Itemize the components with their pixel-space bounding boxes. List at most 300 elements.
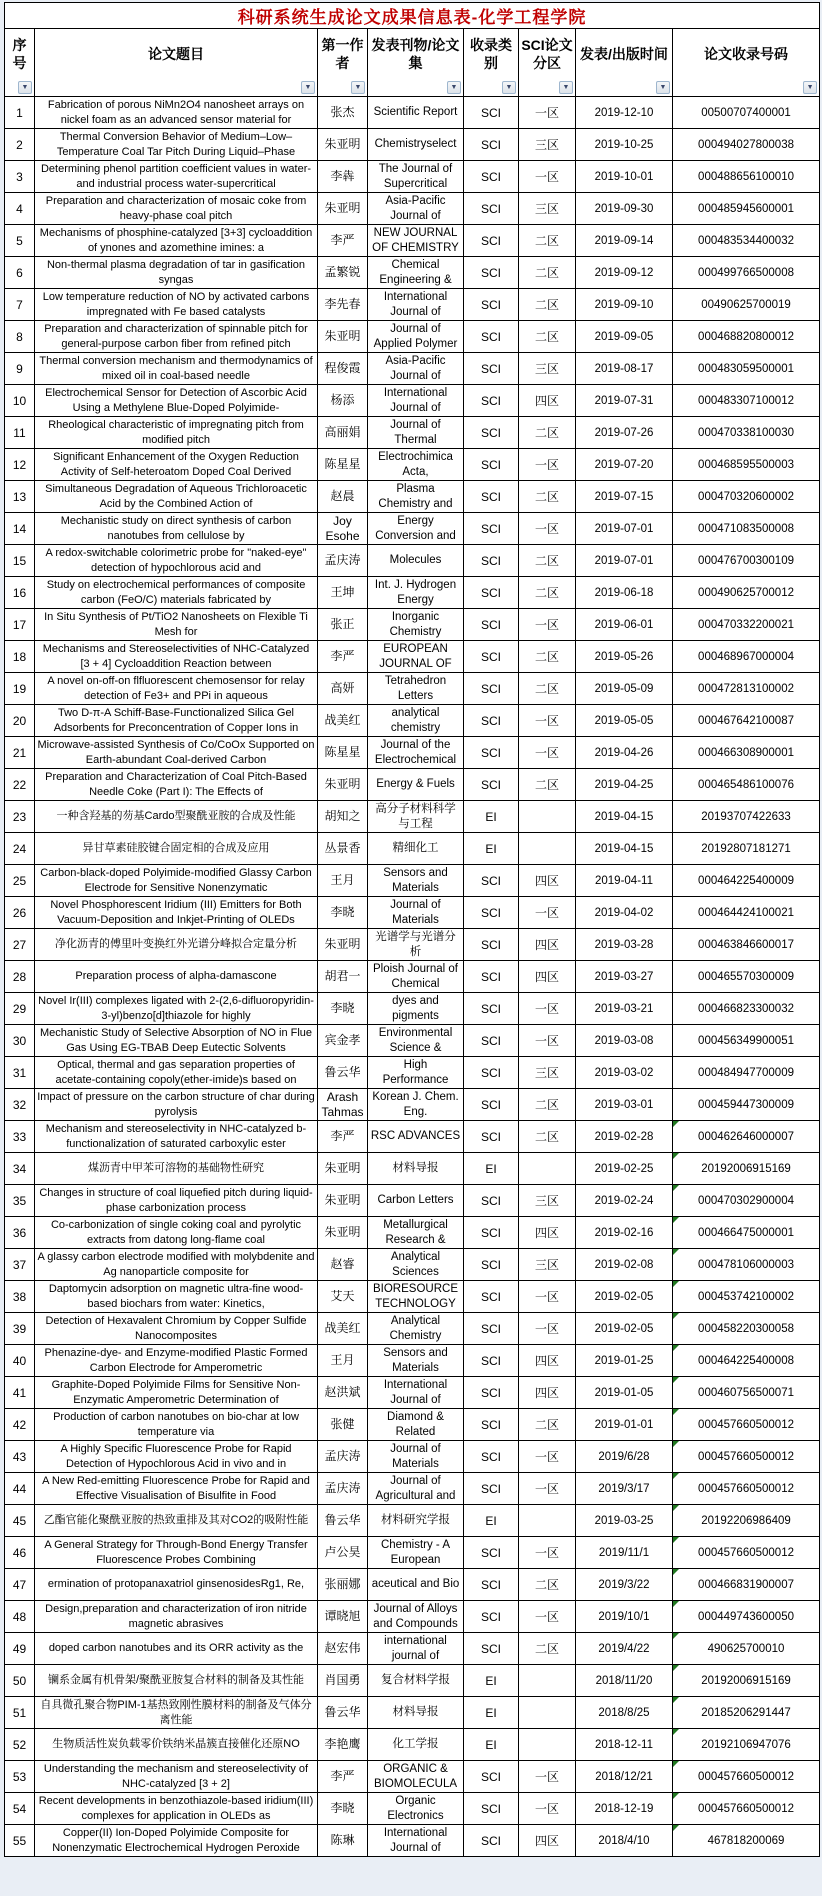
code-cell[interactable] [673,1249,820,1281]
journal-cell[interactable]: 光谱学与光谱分析 [368,929,464,961]
category-cell[interactable]: SCI [464,1825,519,1857]
author-cell[interactable]: 陈星星 [318,449,368,481]
date-cell[interactable]: 2019/6/28 [576,1441,673,1473]
seq-cell[interactable]: 39 [5,1313,35,1345]
author-cell[interactable]: 赵宏伟 [318,1633,368,1665]
title-cell[interactable]: ermination of protopanaxatriol ginsenosidesRg1, Re, [35,1569,318,1601]
sci-zone-cell[interactable]: 二区 [519,1089,576,1121]
author-cell[interactable]: 艾天 [318,1281,368,1313]
sci-zone-cell[interactable]: 一区 [519,1601,576,1633]
seq-cell[interactable]: 54 [5,1793,35,1825]
title-cell[interactable]: 镧系金属有机骨架/聚酰亚胺复合材料的制备及其性能 [35,1665,318,1697]
code-cell[interactable] [673,929,820,961]
date-cell[interactable]: 2019-02-24 [576,1185,673,1217]
category-cell[interactable]: SCI [464,545,519,577]
code-cell[interactable] [673,801,820,833]
journal-cell[interactable]: Asia-Pacific Journal of [368,193,464,225]
author-cell[interactable]: 杨添 [318,385,368,417]
code-cell[interactable] [673,225,820,257]
author-cell[interactable]: 张丽娜 [318,1569,368,1601]
sci-zone-cell[interactable]: 一区 [519,1281,576,1313]
sci-zone-cell[interactable]: 三区 [519,1185,576,1217]
date-cell[interactable]: 2019-03-21 [576,993,673,1025]
code-cell[interactable] [673,1729,820,1761]
seq-cell[interactable]: 15 [5,545,35,577]
title-cell[interactable]: Mechanistic Study of Selective Absorption of NO in Flue Gas Using EG-TBAB Deep Eutectic Solvents [35,1025,318,1057]
sci-zone-cell[interactable]: 四区 [519,1377,576,1409]
title-cell[interactable]: Design,preparation and characterization of iron nitride magnetic abrasives [35,1601,318,1633]
journal-cell[interactable]: Diamond & Related [368,1409,464,1441]
date-cell[interactable]: 2019-03-25 [576,1505,673,1537]
category-cell[interactable]: SCI [464,865,519,897]
category-cell[interactable]: SCI [464,1377,519,1409]
category-cell[interactable]: SCI [464,449,519,481]
sci-zone-cell[interactable]: 三区 [519,353,576,385]
author-cell[interactable]: 鲁云华 [318,1057,368,1089]
category-cell[interactable]: SCI [464,1185,519,1217]
seq-cell[interactable]: 25 [5,865,35,897]
title-cell[interactable]: Copper(II) Ion-Doped Polyimide Composite for Nonenzymatic Electrochemical Hydrogen Peroxide [35,1825,318,1857]
author-cell[interactable]: 朱亚明 [318,193,368,225]
code-cell[interactable] [673,737,820,769]
title-cell[interactable]: A General Strategy for Through-Bond Energy Transfer Fluorescence Probes Combining [35,1537,318,1569]
journal-cell[interactable]: 复合材料学报 [368,1665,464,1697]
title-cell[interactable]: Thermal Conversion Behavior of Medium–Low–Temperature Coal Tar Pitch During Liquid–Phase [35,129,318,161]
date-cell[interactable]: 2019-10-25 [576,129,673,161]
seq-cell[interactable]: 29 [5,993,35,1025]
date-cell[interactable]: 2018/11/20 [576,1665,673,1697]
sci-zone-cell[interactable]: 一区 [519,449,576,481]
seq-cell[interactable]: 38 [5,1281,35,1313]
code-cell[interactable] [673,1377,820,1409]
category-cell[interactable]: EI [464,833,519,865]
sci-zone-cell[interactable]: 二区 [519,577,576,609]
sci-zone-cell[interactable]: 一区 [519,97,576,129]
date-cell[interactable]: 2019-09-12 [576,257,673,289]
title-cell[interactable]: Detection of Hexavalent Chromium by Copper Sulfide Nanocomposites [35,1313,318,1345]
journal-cell[interactable]: The Journal of Supercritical [368,161,464,193]
author-cell[interactable]: 胡君一 [318,961,368,993]
title-cell[interactable]: Fabrication of porous NiMn2O4 nanosheet arrays on nickel foam as an advanced sensor material for [35,97,318,129]
journal-cell[interactable]: Sensors and Materials [368,1345,464,1377]
date-cell[interactable]: 2019-07-20 [576,449,673,481]
seq-cell[interactable]: 40 [5,1345,35,1377]
date-cell[interactable]: 2019-07-01 [576,513,673,545]
date-cell[interactable]: 2018/12/21 [576,1761,673,1793]
code-cell[interactable] [673,1089,820,1121]
title-cell[interactable]: A Highly Specific Fluorescence Probe for Rapid Detection of Hypochlorous Acid in vivo and in [35,1441,318,1473]
category-cell[interactable]: SCI [464,225,519,257]
category-cell[interactable]: SCI [464,1409,519,1441]
title-cell[interactable]: A redox-switchable colorimetric probe for "naked-eye" detection of hypochlorous acid and [35,545,318,577]
sci-zone-cell[interactable]: 二区 [519,1569,576,1601]
date-cell[interactable]: 2019-08-17 [576,353,673,385]
seq-cell[interactable]: 47 [5,1569,35,1601]
sci-zone-cell[interactable]: 三区 [519,1249,576,1281]
sci-zone-cell[interactable]: 一区 [519,737,576,769]
seq-cell[interactable]: 34 [5,1153,35,1185]
date-cell[interactable]: 2019-02-05 [576,1313,673,1345]
date-cell[interactable]: 2019-12-10 [576,97,673,129]
journal-cell[interactable]: NEW JOURNAL OF CHEMISTRY [368,225,464,257]
category-cell[interactable]: SCI [464,513,519,545]
author-cell[interactable]: 宾金孝 [318,1025,368,1057]
code-cell[interactable] [673,1345,820,1377]
journal-cell[interactable]: Asia-Pacific Journal of [368,353,464,385]
date-cell[interactable]: 2019-06-18 [576,577,673,609]
sci-zone-cell[interactable]: 四区 [519,1217,576,1249]
seq-cell[interactable]: 20 [5,705,35,737]
seq-cell[interactable]: 11 [5,417,35,449]
seq-cell[interactable]: 45 [5,1505,35,1537]
code-cell[interactable] [673,513,820,545]
code-cell[interactable] [673,1153,820,1185]
sci-zone-cell[interactable]: 一区 [519,513,576,545]
autofilter-button[interactable] [656,81,670,94]
date-cell[interactable]: 2018/8/25 [576,1697,673,1729]
author-cell[interactable]: 李严 [318,1121,368,1153]
category-cell[interactable]: SCI [464,1473,519,1505]
sci-zone-cell[interactable]: 二区 [519,481,576,513]
category-cell[interactable]: EI [464,1665,519,1697]
sci-zone-cell[interactable]: 一区 [519,609,576,641]
journal-cell[interactable]: Analytical Sciences [368,1249,464,1281]
code-cell[interactable] [673,385,820,417]
code-cell[interactable] [673,1569,820,1601]
title-cell[interactable]: Mechanism and stereoselectivity in NHC-catalyzed b-functionalization of saturated carboxylic ester [35,1121,318,1153]
code-cell[interactable] [673,545,820,577]
author-cell[interactable]: 李严 [318,641,368,673]
journal-cell[interactable]: ORGANIC & BIOMOLECULA [368,1761,464,1793]
category-cell[interactable]: SCI [464,673,519,705]
category-cell[interactable]: SCI [464,1761,519,1793]
journal-cell[interactable]: Energy Conversion and [368,513,464,545]
title-cell[interactable]: Recent developments in benzothiazole-based iridium(III) complexes for application in OLEDs as [35,1793,318,1825]
title-cell[interactable]: Microwave-assisted Synthesis of Co/CoOx Supported on Earth-abundant Coal-derived Carbon [35,737,318,769]
seq-cell[interactable]: 4 [5,193,35,225]
autofilter-button[interactable] [447,81,461,94]
title-cell[interactable]: Preparation and characterization of spinnable pitch for general-purpose carbon fiber from refined pitch [35,321,318,353]
category-cell[interactable]: SCI [464,1025,519,1057]
category-cell[interactable]: SCI [464,129,519,161]
category-cell[interactable]: SCI [464,1249,519,1281]
sci-zone-cell[interactable]: 一区 [519,993,576,1025]
journal-cell[interactable]: BIORESOURCE TECHNOLOGY [368,1281,464,1313]
journal-cell[interactable]: International Journal of [368,385,464,417]
author-cell[interactable]: Joy Esohe [318,513,368,545]
sci-zone-cell[interactable]: 一区 [519,1313,576,1345]
author-cell[interactable]: 谭晓旭 [318,1601,368,1633]
sci-zone-cell[interactable]: 一区 [519,1025,576,1057]
category-cell[interactable]: SCI [464,353,519,385]
title-cell[interactable]: Electrochemical Sensor for Detection of Ascorbic Acid Using a Methylene Blue-Doped Polyimide- [35,385,318,417]
journal-cell[interactable]: Carbon Letters [368,1185,464,1217]
journal-cell[interactable]: Journal of Materials [368,897,464,929]
journal-cell[interactable]: Metallurgical Research & [368,1217,464,1249]
seq-cell[interactable]: 51 [5,1697,35,1729]
category-cell[interactable]: SCI [464,1217,519,1249]
sci-zone-cell[interactable]: 二区 [519,1633,576,1665]
title-cell[interactable]: Two D-π-A Schiff-Base-Functionalized Silica Gel Adsorbents for Preconcentration of Copper Ions in [35,705,318,737]
code-cell[interactable] [673,1825,820,1857]
journal-cell[interactable]: International Journal of [368,1377,464,1409]
sci-zone-cell[interactable]: 四区 [519,929,576,961]
seq-cell[interactable]: 2 [5,129,35,161]
seq-cell[interactable]: 8 [5,321,35,353]
title-cell[interactable]: Preparation process of alpha-damascone [35,961,318,993]
author-cell[interactable]: 孟庆涛 [318,1441,368,1473]
seq-cell[interactable]: 12 [5,449,35,481]
autofilter-button[interactable] [559,81,573,94]
seq-cell[interactable]: 7 [5,289,35,321]
category-cell[interactable]: EI [464,1729,519,1761]
journal-cell[interactable]: 材料导报 [368,1697,464,1729]
author-cell[interactable]: 朱亚明 [318,321,368,353]
seq-cell[interactable]: 24 [5,833,35,865]
sci-zone-cell[interactable] [519,801,576,833]
author-cell[interactable]: 王月 [318,1345,368,1377]
category-cell[interactable]: SCI [464,577,519,609]
journal-cell[interactable]: Molecules [368,545,464,577]
seq-cell[interactable]: 22 [5,769,35,801]
date-cell[interactable]: 2019-03-02 [576,1057,673,1089]
seq-cell[interactable]: 10 [5,385,35,417]
title-cell[interactable]: A New Red-emitting Fluorescence Probe for Rapid and Effective Visualisation of Bisulfite in Food [35,1473,318,1505]
code-cell[interactable] [673,577,820,609]
seq-cell[interactable]: 41 [5,1377,35,1409]
category-cell[interactable]: SCI [464,1441,519,1473]
code-cell[interactable] [673,705,820,737]
code-cell[interactable] [673,161,820,193]
seq-cell[interactable]: 18 [5,641,35,673]
seq-cell[interactable]: 13 [5,481,35,513]
journal-cell[interactable]: International Journal of [368,289,464,321]
autofilter-button[interactable] [502,81,516,94]
author-cell[interactable]: 李先春 [318,289,368,321]
sci-zone-cell[interactable]: 一区 [519,705,576,737]
code-cell[interactable] [673,1505,820,1537]
category-cell[interactable]: SCI [464,385,519,417]
author-cell[interactable]: 卢公昊 [318,1537,368,1569]
date-cell[interactable]: 2019-05-09 [576,673,673,705]
sci-zone-cell[interactable]: 二区 [519,769,576,801]
seq-cell[interactable]: 5 [5,225,35,257]
category-cell[interactable]: SCI [464,961,519,993]
code-cell[interactable] [673,1025,820,1057]
seq-cell[interactable]: 36 [5,1217,35,1249]
category-cell[interactable]: SCI [464,193,519,225]
sci-zone-cell[interactable] [519,1505,576,1537]
code-cell[interactable] [673,321,820,353]
category-cell[interactable]: SCI [464,1345,519,1377]
sci-zone-cell[interactable]: 一区 [519,1761,576,1793]
seq-cell[interactable]: 3 [5,161,35,193]
category-cell[interactable]: SCI [464,897,519,929]
category-cell[interactable]: SCI [464,641,519,673]
seq-cell[interactable]: 23 [5,801,35,833]
seq-cell[interactable]: 32 [5,1089,35,1121]
date-cell[interactable]: 2019-05-05 [576,705,673,737]
author-cell[interactable]: 张正 [318,609,368,641]
seq-cell[interactable]: 26 [5,897,35,929]
category-cell[interactable]: SCI [464,1057,519,1089]
autofilter-button[interactable] [301,81,315,94]
date-cell[interactable]: 2019-09-14 [576,225,673,257]
code-cell[interactable] [673,289,820,321]
title-cell[interactable]: 自具微孔聚合物PIM-1基热致刚性膜材料的制备及气体分离性能 [35,1697,318,1729]
date-cell[interactable]: 2019/10/1 [576,1601,673,1633]
code-cell[interactable] [673,449,820,481]
seq-cell[interactable]: 49 [5,1633,35,1665]
author-cell[interactable]: 孟庆涛 [318,545,368,577]
category-cell[interactable]: SCI [464,609,519,641]
title-cell[interactable]: Determining phenol partition coefficient values in water- and industrial process water-supercritical [35,161,318,193]
date-cell[interactable]: 2019-03-01 [576,1089,673,1121]
category-cell[interactable]: SCI [464,1793,519,1825]
author-cell[interactable]: 高妍 [318,673,368,705]
journal-cell[interactable]: Chemical Engineering & [368,257,464,289]
date-cell[interactable]: 2019-04-25 [576,769,673,801]
seq-cell[interactable]: 27 [5,929,35,961]
journal-cell[interactable]: Chemistry - A European [368,1537,464,1569]
category-cell[interactable]: SCI [464,1121,519,1153]
sci-zone-cell[interactable]: 二区 [519,1121,576,1153]
seq-cell[interactable]: 35 [5,1185,35,1217]
journal-cell[interactable]: 化工学报 [368,1729,464,1761]
title-cell[interactable]: Phenazine-dye- and Enzyme-modified Plastic Formed Carbon Electrode for Amperometric [35,1345,318,1377]
author-cell[interactable]: 赵睿 [318,1249,368,1281]
title-cell[interactable]: Study on electrochemical performances of composite carbon (FeO/C) materials fabricated by [35,577,318,609]
category-cell[interactable]: SCI [464,1313,519,1345]
author-cell[interactable]: 朱亚明 [318,929,368,961]
journal-cell[interactable]: RSC ADVANCES [368,1121,464,1153]
author-cell[interactable]: 鲁云华 [318,1505,368,1537]
date-cell[interactable]: 2019/11/1 [576,1537,673,1569]
category-cell[interactable]: SCI [464,1569,519,1601]
code-cell[interactable] [673,961,820,993]
sci-zone-cell[interactable]: 一区 [519,1793,576,1825]
title-cell[interactable]: Non-thermal plasma degradation of tar in gasification syngas [35,257,318,289]
journal-cell[interactable]: Analytical Chemistry [368,1313,464,1345]
code-cell[interactable] [673,1185,820,1217]
author-cell[interactable]: 李严 [318,225,368,257]
code-cell[interactable] [673,1633,820,1665]
date-cell[interactable]: 2019-09-10 [576,289,673,321]
date-cell[interactable]: 2018-12-11 [576,1729,673,1761]
author-cell[interactable]: 鲁云华 [318,1697,368,1729]
journal-cell[interactable]: Journal of Materials [368,1441,464,1473]
category-cell[interactable]: SCI [464,705,519,737]
sci-zone-cell[interactable]: 二区 [519,417,576,449]
date-cell[interactable]: 2019-09-05 [576,321,673,353]
journal-cell[interactable]: analytical chemistry [368,705,464,737]
code-cell[interactable] [673,1537,820,1569]
title-cell[interactable]: 生物质活性炭负载零价铁纳米晶簇直接催化还原NO [35,1729,318,1761]
seq-cell[interactable]: 31 [5,1057,35,1089]
journal-cell[interactable]: Journal of Agricultural and [368,1473,464,1505]
sci-zone-cell[interactable]: 二区 [519,673,576,705]
author-cell[interactable]: 李犇 [318,161,368,193]
author-cell[interactable]: 李严 [318,1761,368,1793]
author-cell[interactable]: 李晓 [318,897,368,929]
seq-cell[interactable]: 6 [5,257,35,289]
author-cell[interactable]: 程俊霞 [318,353,368,385]
code-cell[interactable] [673,1409,820,1441]
author-cell[interactable]: 李晓 [318,1793,368,1825]
date-cell[interactable]: 2019-02-16 [576,1217,673,1249]
journal-cell[interactable]: 高分子材料科学与工程 [368,801,464,833]
seq-cell[interactable]: 53 [5,1761,35,1793]
sci-zone-cell[interactable]: 二区 [519,1409,576,1441]
date-cell[interactable]: 2019-03-27 [576,961,673,993]
code-cell[interactable] [673,1665,820,1697]
journal-cell[interactable]: aceutical and Bio [368,1569,464,1601]
category-cell[interactable]: SCI [464,481,519,513]
author-cell[interactable]: 孟繁锐 [318,257,368,289]
journal-cell[interactable]: Journal of Applied Polymer [368,321,464,353]
sci-zone-cell[interactable] [519,1665,576,1697]
title-cell[interactable]: Thermal conversion mechanism and thermodynamics of mixed oil in coal-based needle [35,353,318,385]
code-cell[interactable] [673,673,820,705]
code-cell[interactable] [673,1473,820,1505]
sci-zone-cell[interactable]: 二区 [519,321,576,353]
category-cell[interactable]: EI [464,1505,519,1537]
title-cell[interactable]: 一种含羟基的芴基Cardo型聚酰亚胺的合成及性能 [35,801,318,833]
author-cell[interactable]: 朱亚明 [318,769,368,801]
category-cell[interactable]: SCI [464,993,519,1025]
code-cell[interactable] [673,97,820,129]
category-cell[interactable]: EI [464,1697,519,1729]
journal-cell[interactable]: Organic Electronics [368,1793,464,1825]
date-cell[interactable]: 2019-02-25 [576,1153,673,1185]
title-cell[interactable]: Novel Ir(III) complexes ligated with 2-(2,6-difluoropyridin-3-yl)benzo[d]thiazole for highly [35,993,318,1025]
seq-cell[interactable]: 46 [5,1537,35,1569]
title-cell[interactable]: Understanding the mechanism and stereoselectivity of NHC-catalyzed [3 + 2] [35,1761,318,1793]
title-cell[interactable]: Changes in structure of coal liquefied pitch during liquid-phase carbonization process [35,1185,318,1217]
seq-cell[interactable]: 1 [5,97,35,129]
seq-cell[interactable]: 33 [5,1121,35,1153]
title-cell[interactable]: Preparation and characterization of mosaic coke from heavy-phase coal pitch [35,193,318,225]
date-cell[interactable]: 2019-07-15 [576,481,673,513]
category-cell[interactable]: SCI [464,289,519,321]
journal-cell[interactable]: Sensors and Materials [368,865,464,897]
category-cell[interactable]: SCI [464,417,519,449]
code-cell[interactable] [673,1313,820,1345]
date-cell[interactable]: 2019-07-31 [576,385,673,417]
code-cell[interactable] [673,353,820,385]
title-cell[interactable]: Optical, thermal and gas separation properties of acetate-containing copoly(ether-imide)s based on [35,1057,318,1089]
code-cell[interactable] [673,193,820,225]
title-cell[interactable]: Impact of pressure on the carbon structure of char during pyrolysis [35,1089,318,1121]
sci-zone-cell[interactable]: 一区 [519,897,576,929]
autofilter-button[interactable] [351,81,365,94]
author-cell[interactable]: 丛景香 [318,833,368,865]
date-cell[interactable]: 2019-04-26 [576,737,673,769]
title-cell[interactable]: Significant Enhancement of the Oxygen Reduction Activity of Self-heteroatom Doped Coal Derived [35,449,318,481]
sci-zone-cell[interactable] [519,1697,576,1729]
date-cell[interactable]: 2019-03-28 [576,929,673,961]
journal-cell[interactable]: international journal of [368,1633,464,1665]
author-cell[interactable]: 赵洪斌 [318,1377,368,1409]
autofilter-button[interactable] [18,81,32,94]
author-cell[interactable]: 孟庆涛 [318,1473,368,1505]
code-cell[interactable] [673,1601,820,1633]
category-cell[interactable]: SCI [464,1601,519,1633]
code-cell[interactable] [673,865,820,897]
date-cell[interactable]: 2019-01-01 [576,1409,673,1441]
journal-cell[interactable]: Tetrahedron Letters [368,673,464,705]
date-cell[interactable]: 2019-02-05 [576,1281,673,1313]
